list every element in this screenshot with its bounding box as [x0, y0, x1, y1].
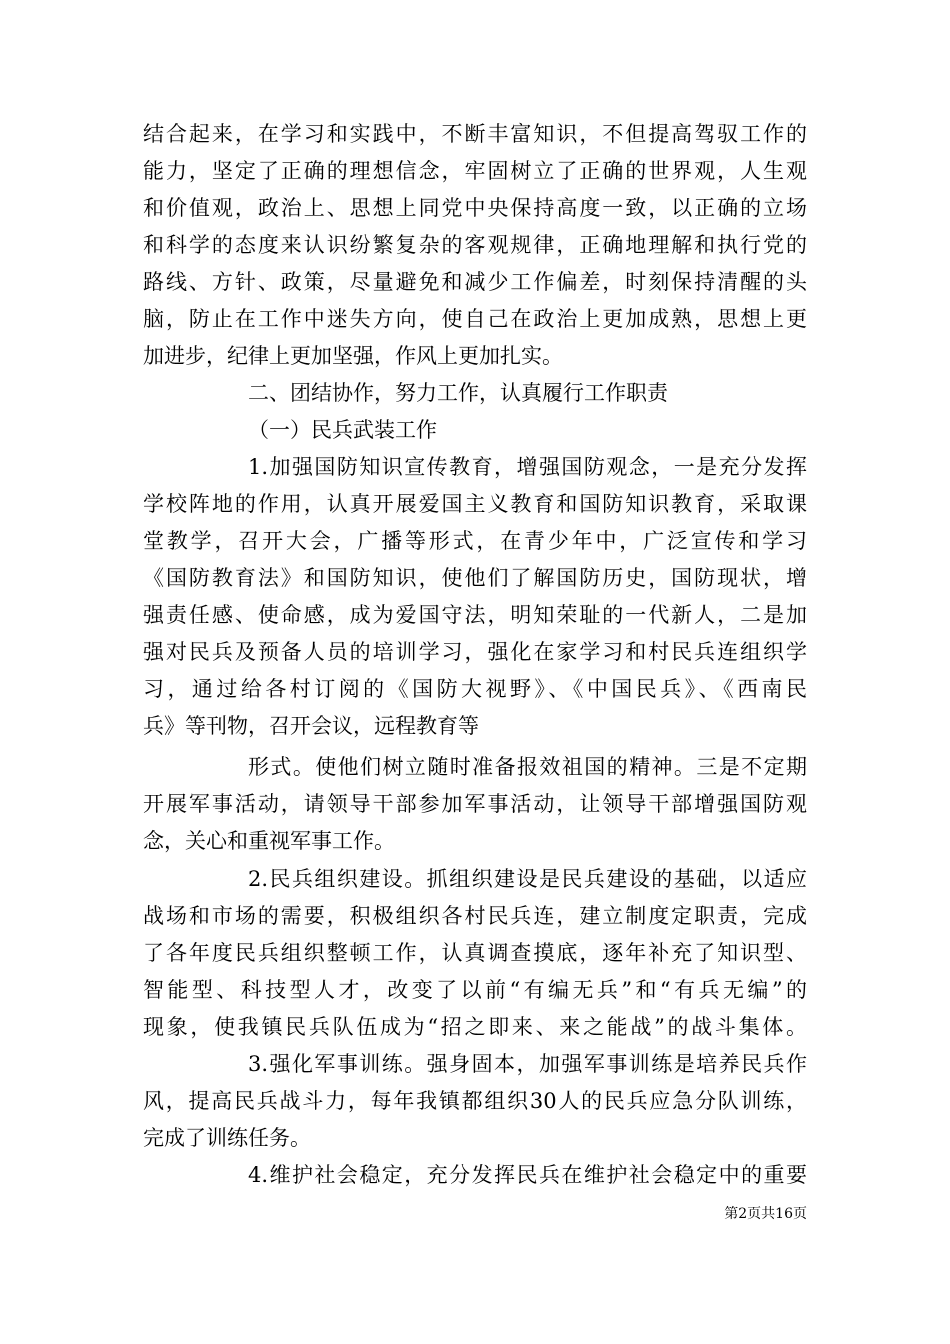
paragraph-line: 兵》等刊物，召开会议，远程教育等 — [143, 714, 479, 738]
paragraph-line: 和科学的态度来认识纷繁复杂的客观规律，正确地理解和执行党的 — [143, 233, 807, 257]
paragraph-line: 完成了训练任务。 — [143, 1126, 311, 1150]
paragraph-line: 能力，坚定了正确的理想信念，牢固树立了正确的世界观，人生观 — [143, 159, 807, 183]
paragraph-line: 习，通过给各村订阅的《国防大视野》、《中国民兵》、《西南民 — [143, 677, 807, 701]
paragraph-line: 念，关心和重视军事工作。 — [143, 829, 395, 853]
paragraph-item-2 — [143, 861, 807, 1046]
paragraph-line: 路线、方针、政策，尽量避免和减少工作偏差，时刻保持清醒的头 — [143, 270, 807, 294]
section-heading — [143, 375, 807, 412]
paragraph-line: 强责任感、使命感，成为爱国守法，明知荣耻的一代新人，二是加 — [143, 603, 807, 627]
paragraph-line: 智能型、科技型人才，改变了以前“有编无兵”和“有兵无编”的 — [143, 978, 807, 1002]
paragraph-line: 堂教学，召开大会，广播等形式，在青少年中，广泛宣传和学习 — [143, 529, 807, 553]
paragraph-line: 《国防教育法》和国防知识，使他们了解国防历史，国防现状，增 — [143, 566, 807, 590]
paragraph-item-1 — [143, 449, 807, 745]
paragraph-line: 和价值观，政治上、思想上同党中央保持高度一致，以正确的立场 — [143, 196, 807, 220]
paragraph-line: 4.维护社会稳定，充分发挥民兵在维护社会稳定中的重要 — [248, 1163, 807, 1187]
paragraph-line: 了各年度民兵组织整顿工作，认真调查摸底，逐年补充了知识型、 — [143, 941, 807, 965]
paragraph-line: 战场和市场的需要，积极组织各村民兵连，建立制度定职责，完成 — [143, 904, 807, 928]
paragraph-line: 结合起来，在学习和实践中，不断丰富知识，不但提高驾驭工作的 — [143, 122, 807, 146]
page-number: 第2页共16页 — [724, 1206, 807, 1222]
heading-line: （一）民兵武装工作 — [248, 418, 437, 442]
paragraph-1 — [143, 116, 807, 375]
paragraph-item-4 — [143, 1157, 807, 1194]
paragraph-line: 1.加强国防知识宣传教育，增强国防观念，一是充分发挥 — [248, 455, 807, 479]
paragraph-line: 脑，防止在工作中迷失方向，使自己在政治上更加成熟，思想上更 — [143, 307, 807, 331]
paragraph-line: 现象，使我镇民兵队伍成为“招之即来、来之能战”的战斗集体。 — [143, 1015, 807, 1039]
paragraph-line: 风，提高民兵战斗力，每年我镇都组织30人的民兵应急分队训练， — [143, 1089, 807, 1113]
sub-heading — [143, 412, 807, 449]
paragraph-line: 强对民兵及预备人员的培训学习，强化在家学习和村民兵连组织学 — [143, 640, 807, 664]
paragraph-item-3 — [143, 1046, 807, 1157]
paragraph-line: 学校阵地的作用，认真开展爱国主义教育和国防知识教育，采取课 — [143, 492, 807, 516]
paragraph-line: 开展军事活动，请领导干部参加军事活动，让领导干部增强国防观 — [143, 792, 807, 816]
paragraph-line: 2.民兵组织建设。抓组织建设是民兵建设的基础，以适应 — [248, 867, 807, 891]
paragraph-continuation — [143, 749, 807, 860]
paragraph-line: 3.强化军事训练。强身固本，加强军事训练是培养民兵作 — [248, 1052, 807, 1076]
heading-line: 二、团结协作，努力工作，认真履行工作职责 — [248, 381, 668, 405]
paragraph-line: 加进步，纪律上更加坚强，作风上更加扎实。 — [143, 344, 563, 368]
paragraph-line: 形式。使他们树立随时准备报效祖国的精神。三是不定期 — [248, 755, 807, 779]
